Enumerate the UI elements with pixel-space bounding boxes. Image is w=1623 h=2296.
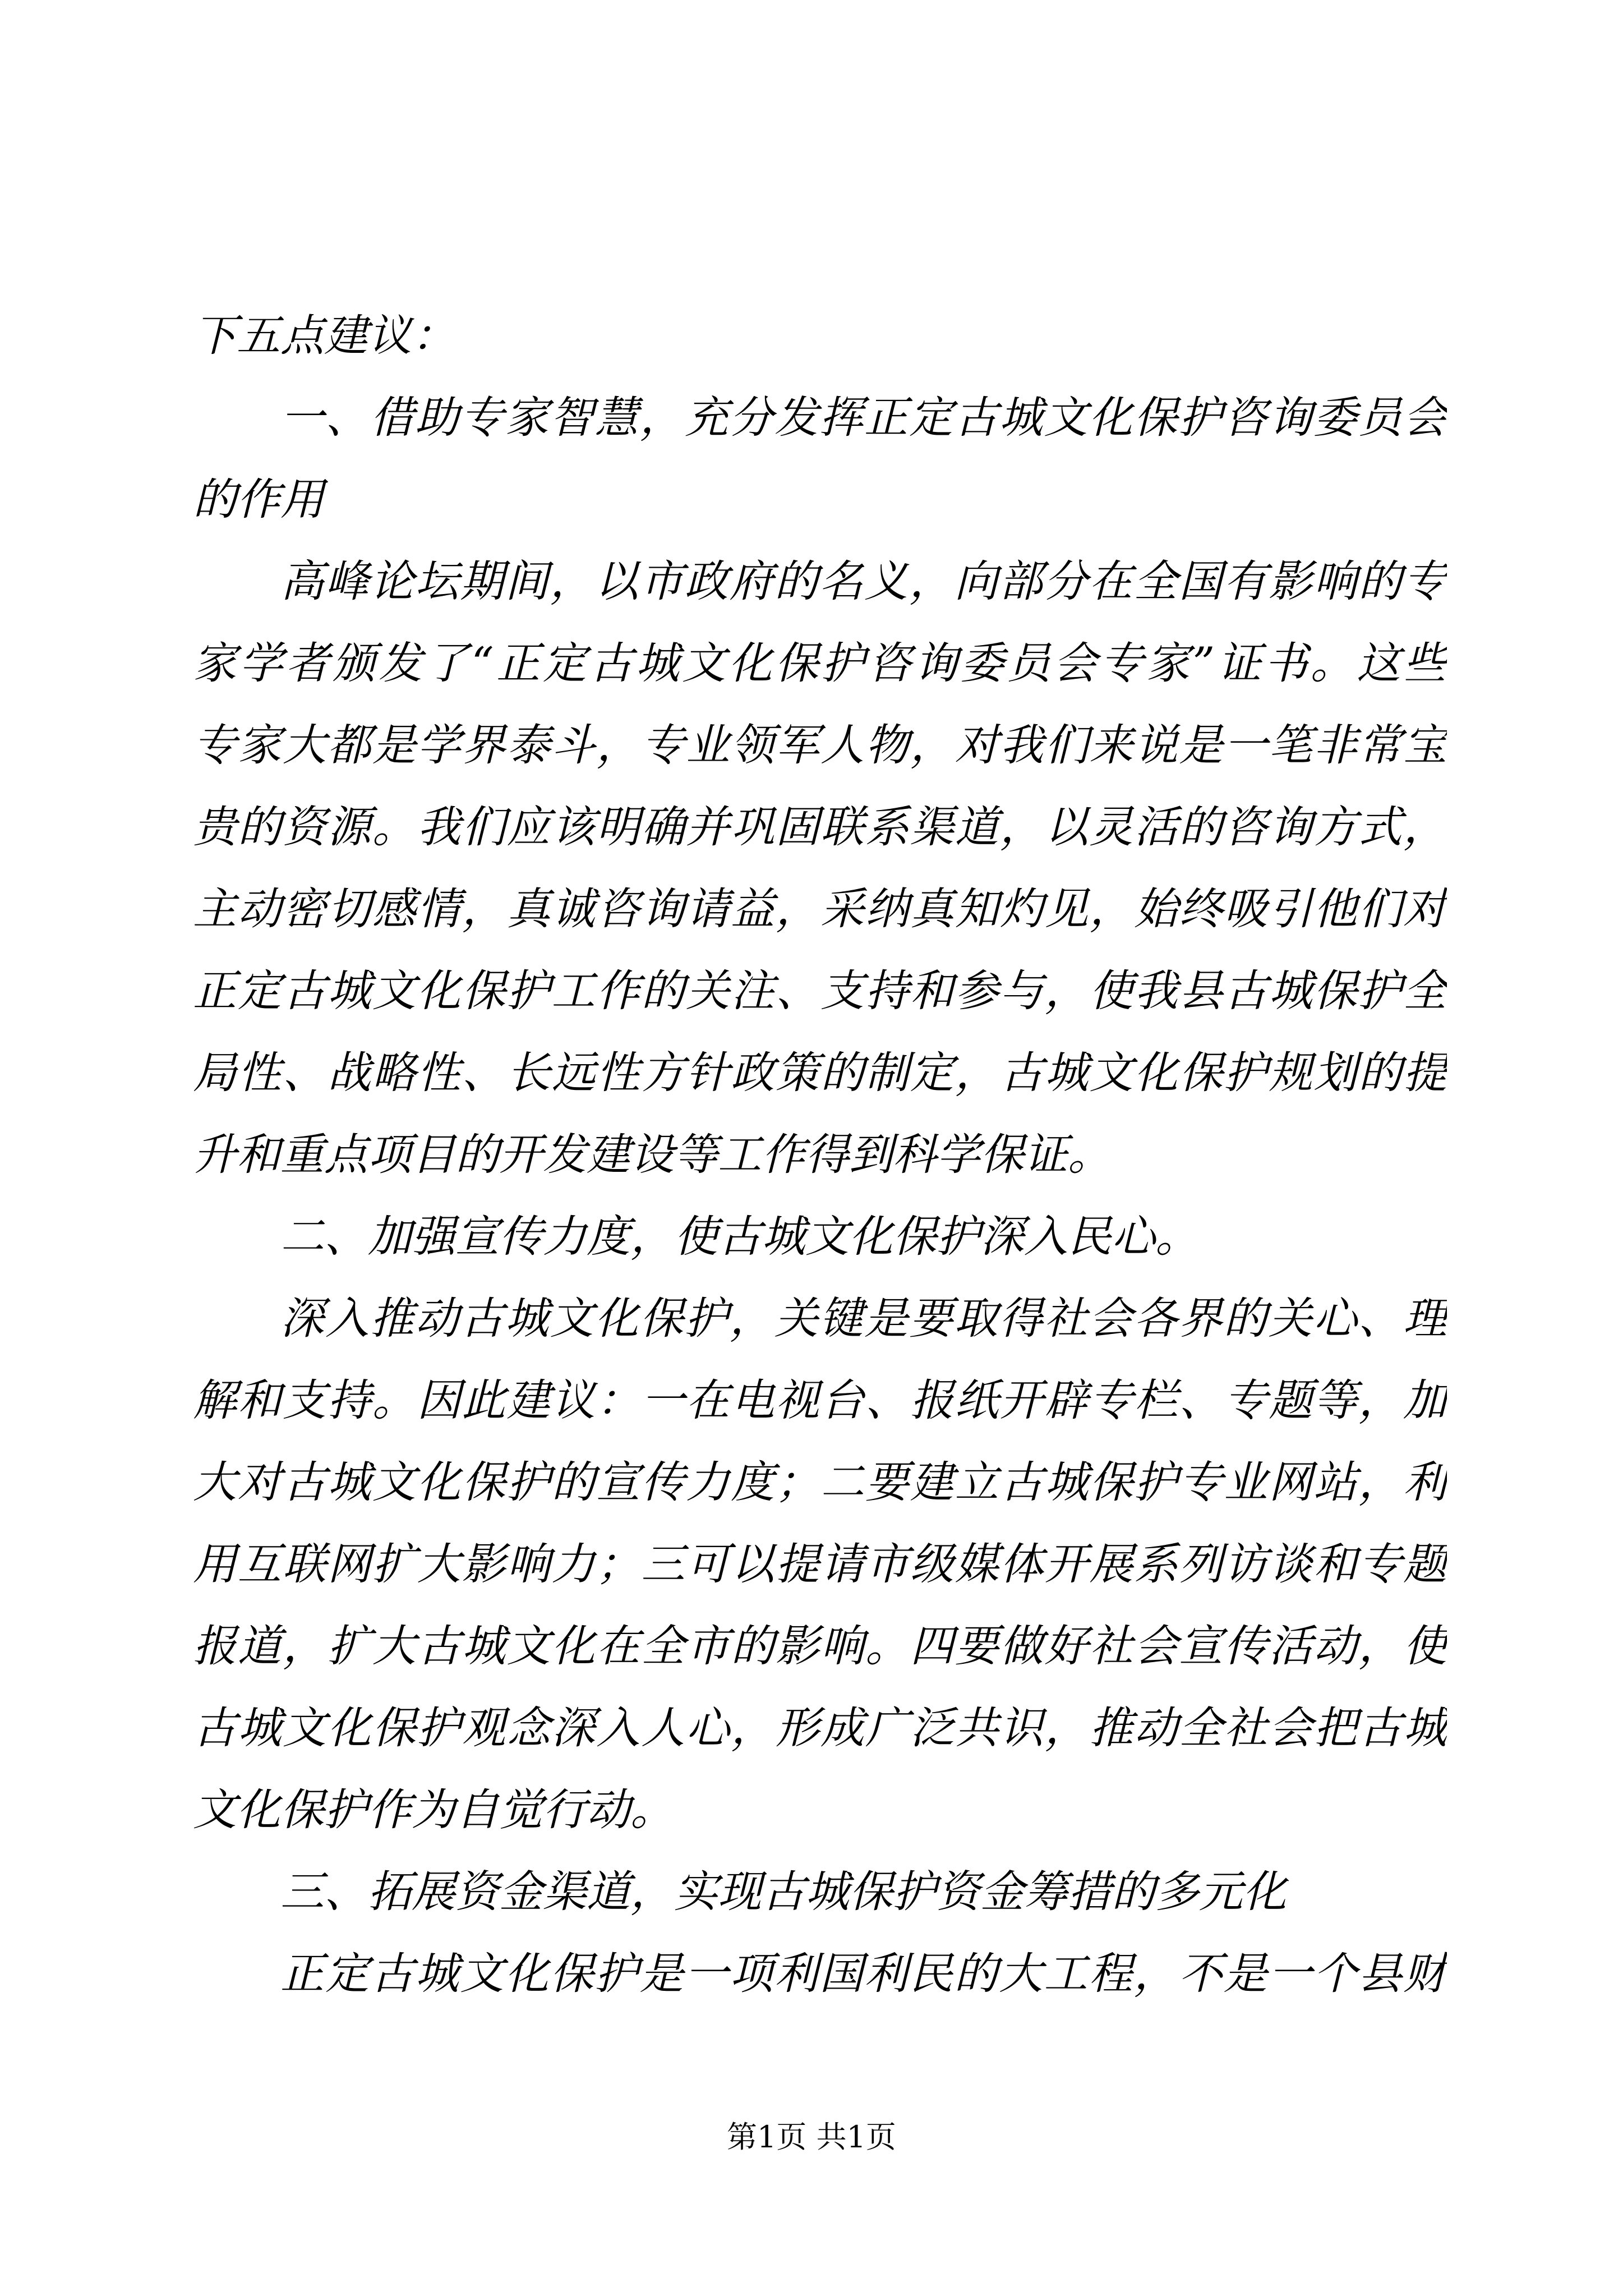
text-line: 二、加强宣传力度，使古城文化保护深入民心。 [280,1212,1200,1262]
text-line: 下五点建议： [193,311,456,361]
text-line: 局性、战略性、长远性方针政策的制定，古城文化保护规划的提 [193,1048,1447,1098]
text-line: 高峰论坛期间，以市政府的名义，向部分在全国有影响的专 [280,556,1447,607]
text-line: 升和重点项目的开发建设等工作得到科学保证。 [193,1130,1112,1180]
text-line: 主动密切感情，真诚咨询请益，采纳真知灼见，始终吸引他们对 [193,884,1447,935]
text-line: 专家大都是学界泰斗，专业领军人物，对我们来说是一笔非常宝 [193,720,1447,771]
document-lines [193,295,1447,2015]
text-line: 用互联网扩大影响力；三可以提请市级媒体开展系列访谈和专题 [193,1539,1447,1590]
page-footer: 第1页 共1页 [727,2119,896,2155]
text-line: 解和支持。因此建议：一在电视台、报纸开辟专栏、专题等，加 [193,1375,1447,1426]
text-line: 正定古城文化保护工作的关注、支持和参与，使我县古城保护全 [193,966,1447,1016]
text-line: 家学者颁发了“正定古城文化保护咨询委员会专家”证书。这些 [193,638,1447,689]
text-line: 文化保护作为自觉行动。 [193,1785,675,1835]
text-line: 贵的资源。我们应该明确并巩固联系渠道，以灵活的咨询方式， [193,802,1447,853]
text-line: 一、借助专家智慧，充分发挥正定古城文化保护咨询委员会 [280,393,1447,443]
text-line: 大对古城文化保护的宣传力度；二要建立古城保护专业网站，利 [193,1457,1447,1508]
text-line: 报道，扩大古城文化在全市的影响。四要做好社会宣传活动，使 [193,1621,1447,1672]
text-line: 深入推动古城文化保护，关键是要取得社会各界的关心、理 [280,1294,1447,1344]
text-line: 三、拓展资金渠道，实现古城保护资金筹措的多元化 [280,1867,1287,1917]
text-line: 的作用 [193,475,325,525]
text-line: 正定古城文化保护是一项利国利民的大工程，不是一个县财 [280,1949,1447,1999]
text-line: 古城文化保护观念深入人心，形成广泛共识，推动全社会把古城 [193,1703,1447,1754]
